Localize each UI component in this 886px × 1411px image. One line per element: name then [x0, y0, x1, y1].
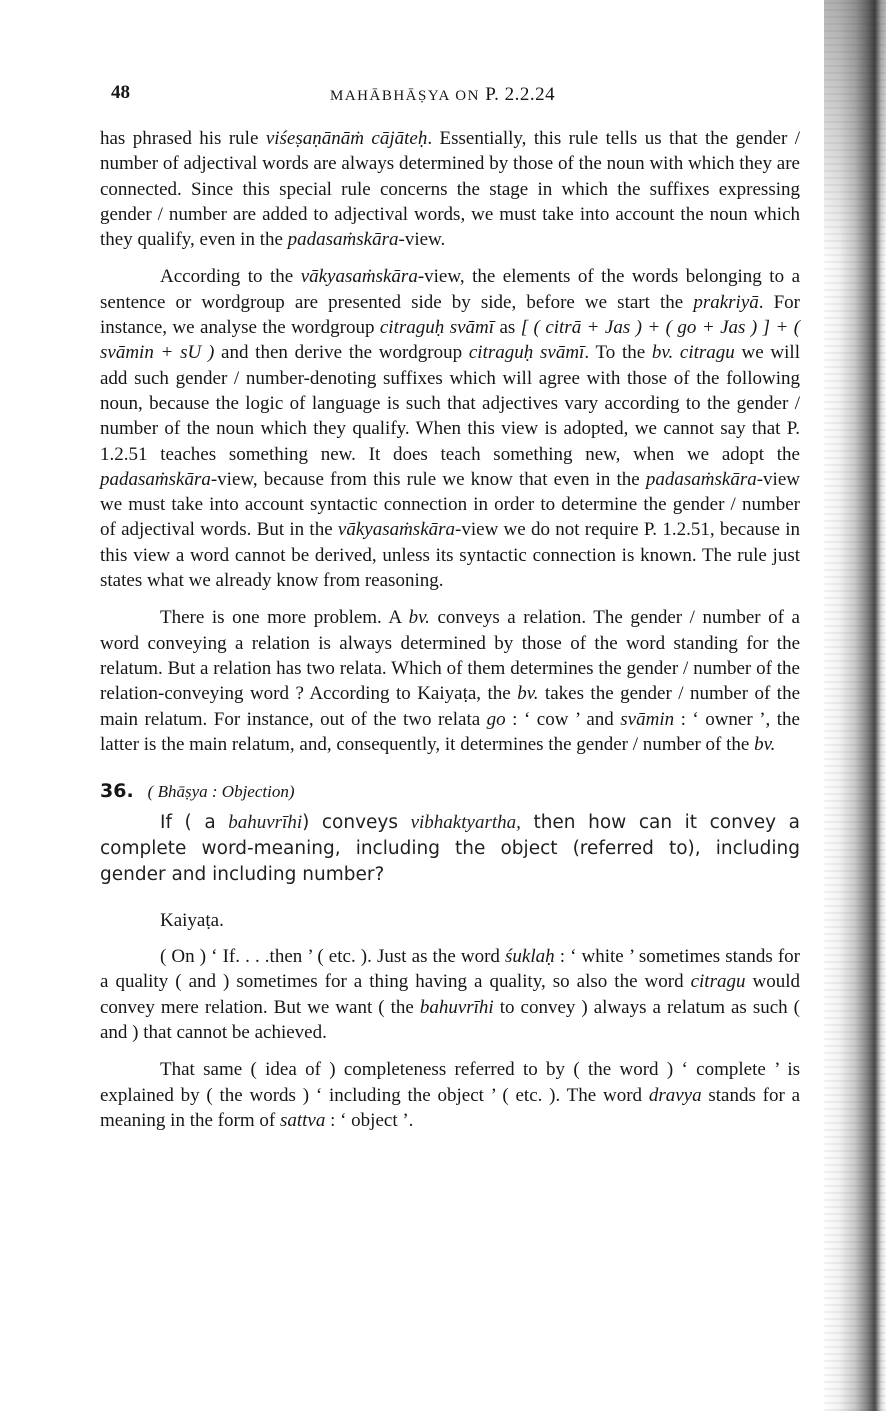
sanskrit-term: vākyasaṁskāra	[300, 266, 418, 288]
page-number: 48	[111, 82, 130, 103]
sanskrit-term: prakriyā	[693, 291, 759, 313]
text-span: then how can it convey a complete word-meaning, including the object (referred to), including gender and including number?	[100, 812, 800, 886]
sanskrit-term: bahuvrīhi	[419, 996, 494, 1018]
sanskrit-term: vākyasaṁskāra	[337, 519, 456, 541]
sanskrit-term: padasaṁskāra	[645, 468, 757, 490]
paragraph-5	[100, 1057, 800, 1133]
sanskrit-term: citragu	[690, 971, 746, 993]
page-body	[100, 126, 800, 1145]
sanskrit-term: bv.	[408, 607, 430, 629]
sanskrit-term: citraguḥ svāmī	[468, 342, 585, 364]
text-span: -view.	[398, 229, 446, 251]
text-span: to convey ) always a relatum as such ( and ) that cannot be achieved.	[100, 996, 800, 1044]
page-binding-shadow-top	[824, 0, 886, 260]
section-number: 36.	[100, 780, 134, 803]
header-book-title: MAHĀBHĀṢYA ON	[330, 88, 480, 104]
sanskrit-term: śuklaḥ	[505, 946, 555, 968]
text-span: -view, the elements of the words belonging to a sentence or wordgroup are presented side by side, before we start the	[100, 266, 801, 313]
text-span: ( On ) ‘ If. . . .then ’ ( etc. ). Just as the word	[160, 946, 506, 968]
sanskrit-term: dravya	[648, 1084, 702, 1106]
text-span: -view, because from this rule we know that even in the	[210, 468, 646, 490]
derivation-formula: [ ( citrā + Jas ) + ( go + Jas ) ] + ( svāmin + sU )	[100, 317, 801, 364]
sanskrit-term: go	[486, 708, 506, 730]
text-span: takes the gender / number of the main relatum. For instance, out of the two relata	[100, 683, 800, 730]
text-span: : ‘ cow ’ and	[505, 708, 621, 730]
text-span: According to the	[160, 266, 301, 288]
text-span: -view we do not require P. 1.2.51, because in this view a word cannot be derived, unless its syntactic connection is known. The rule just states what we already know from reasoning.	[100, 519, 800, 592]
bhasya-objection-text	[100, 810, 800, 888]
text-span: : ‘ owner ’, the latter is the main relatum, and, consequently, it determines the gender / number of the	[100, 708, 800, 755]
text-span: If ( a	[160, 812, 229, 834]
text-span: we will add such gender / number-denoting suffixes which will agree with those of the following noun, because the logic of language is such that adjectives vary according to the gender / number of the noun which they qualify. When this view is adopted, we cannot say that P. 1.2.51 teaches something new. It does teach something new, when we adopt the	[100, 342, 800, 465]
sanskrit-term: bv.	[517, 683, 539, 705]
sanskrit-term: padasaṁskāra	[100, 468, 211, 490]
text-span: . To the	[584, 342, 652, 364]
text-span: : ‘ object ’.	[325, 1109, 414, 1131]
section-label: ( Bhāṣya : Objection)	[147, 782, 295, 802]
text-span: would convey mere relation. But we want ( the	[100, 971, 800, 1018]
text-span: There is one more problem. A	[160, 607, 409, 629]
sanskrit-term: bv.	[754, 733, 776, 755]
section-heading	[100, 777, 800, 806]
paragraph-2	[100, 264, 800, 593]
commentator-heading: Kaiyaṭa.	[160, 910, 224, 932]
sanskrit-term: svāmin	[620, 708, 675, 730]
text-span: and then derive the wordgroup	[214, 342, 469, 364]
sanskrit-term: citraguḥ svāmī	[379, 317, 495, 339]
header-rule-ref: P. 2.2.24	[485, 84, 556, 105]
running-header	[0, 82, 886, 112]
sanskrit-term: padasaṁskāra	[287, 229, 399, 251]
text-span: : ‘ white ’ sometimes stands for a quality ( and ) sometimes for a thing having a quality, so also the word	[100, 946, 800, 993]
paragraph-1	[100, 126, 800, 252]
sanskrit-term: bahuvrīhi	[228, 812, 303, 834]
sanskrit-term: bv. citragu	[651, 342, 735, 364]
text-span: as	[494, 317, 521, 339]
paragraph-3	[100, 605, 800, 757]
text-span: That same ( idea of ) completeness referred to by ( the word ) ‘ complete ’ is explained by ( the words ) ‘ including the object ’ ( etc. ). The word	[100, 1059, 800, 1106]
header-title	[330, 84, 555, 106]
text-span: stands for a meaning in the form of	[100, 1084, 800, 1131]
sanskrit-term: viśeṣaṇānāṁ cājāteḥ	[265, 128, 428, 149]
text-span: . For instance, we analyse the wordgroup	[100, 291, 800, 339]
text-span: -view we must take into account syntactic connection in order to determine the gender / number of adjectival words. But in the	[100, 468, 800, 541]
sanskrit-term: vibhaktyartha,	[410, 812, 521, 834]
text-span: . Essentially, this rule tells us that the gender / number of adjectival words are always determined by those of the noun with which they are connected. Since this special rule concerns the stage in which the suffixes expressing gender / number are added to adjectival words, we must take into account the noun which they qualify, even in the	[100, 128, 800, 251]
text-span: ) conveys	[302, 812, 411, 834]
sanskrit-term: sattva	[279, 1109, 326, 1131]
text-span: has phrased his rule	[100, 128, 266, 149]
text-span: conveys a relation. The gender / number of a word conveying a relation is always determined by those of the word standing for the relatum. But a relation has two relata. Which of them determines the gender / number of the relation-conveying word ? According to Kaiyaṭa, the	[100, 607, 800, 705]
paragraph-4	[100, 944, 800, 1045]
